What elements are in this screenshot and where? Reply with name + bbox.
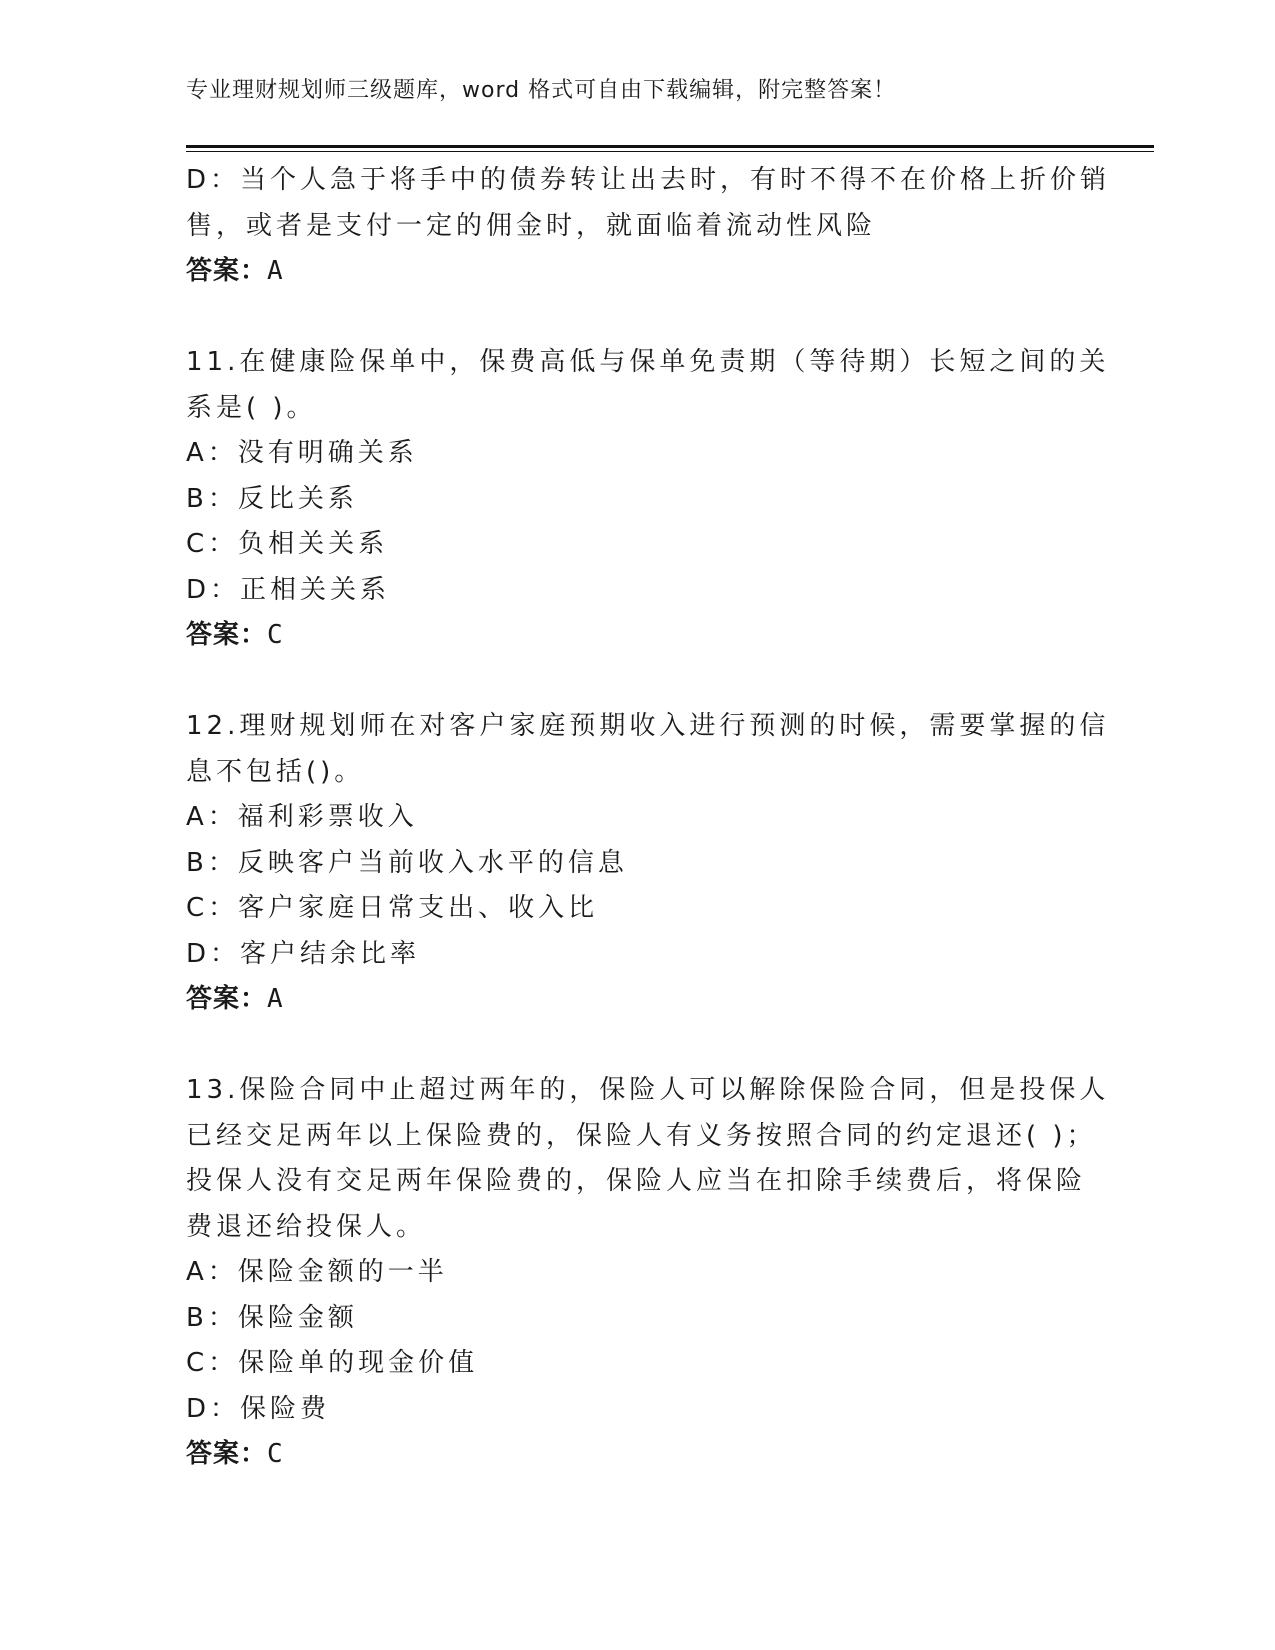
question-stem-line: 费退还给投保人。 — [186, 1211, 427, 1242]
answer-line — [186, 1432, 1086, 1478]
document-body — [186, 158, 1111, 1478]
option-a: A：没有明确关系 — [186, 438, 418, 468]
answer-label: 答案： — [186, 620, 268, 650]
spacer — [186, 295, 1086, 341]
answer-line — [186, 613, 1086, 659]
page-header: 专业理财规划师三级题库，word 格式可自由下载编辑，附完整答案！ — [186, 78, 897, 103]
option-d-line: D：当个人急于将手中的债券转让出去时，有时不得不在价格上折价销 — [186, 165, 1111, 195]
question-stem-line: 12.理财规划师在对客户家庭预期收入进行预测的时候，需要掌握的信 — [186, 711, 1110, 741]
option-a: A：福利彩票收入 — [186, 802, 418, 832]
header-rule-thick — [186, 145, 1154, 148]
answer-label: 答案： — [186, 1439, 268, 1469]
option-c: C：保险单的现金价值 — [186, 1348, 479, 1378]
question-stem-line: 息不包括()。 — [186, 756, 365, 787]
option-d: D：客户结余比率 — [186, 938, 421, 969]
question-stem-line: 已经交足两年以上保险费的，保险人有义务按照合同的约定退还( )； — [186, 1120, 1097, 1151]
option-a: A：保险金额的一半 — [186, 1257, 448, 1287]
option-c: C：负相关关系 — [186, 529, 389, 559]
question-stem-line: 13.保险合同中止超过两年的，保险人可以解除保险合同，但是投保人 — [186, 1075, 1110, 1105]
option-c: C：客户家庭日常支出、收入比 — [186, 893, 599, 923]
question-stem-line: 投保人没有交足两年保险费的，保险人应当在扣除手续费后，将保险 — [186, 1166, 1087, 1196]
question-stem-line: 11.在健康险保单中，保费高低与保单免责期（等待期）长短之间的关 — [186, 347, 1110, 377]
answer-line — [186, 977, 1086, 1023]
option-d-line: 售，或者是支付一定的佣金时，就面临着流动性风险 — [186, 210, 877, 241]
carryover-block — [186, 158, 1111, 295]
answer-line — [186, 249, 1086, 295]
answer-value: A — [267, 984, 284, 1014]
option-b: B：反比关系 — [186, 483, 358, 514]
question-block — [186, 340, 1110, 659]
option-d: D：正相关关系 — [186, 574, 391, 605]
answer-label: 答案： — [186, 256, 268, 286]
option-b: B：保险金额 — [186, 1302, 358, 1333]
header-rule-thin — [186, 151, 1154, 152]
answer-label: 答案： — [186, 984, 268, 1014]
answer-value: C — [267, 620, 284, 650]
question-stem-line: 系是( )。 — [186, 392, 317, 423]
spacer — [186, 1023, 1086, 1069]
answer-value: A — [267, 256, 284, 286]
question-block — [186, 704, 1110, 1023]
answer-value: C — [267, 1439, 284, 1469]
option-d: D：保险费 — [186, 1393, 331, 1424]
question-block — [186, 1068, 1110, 1478]
option-b: B：反映客户当前收入水平的信息 — [186, 847, 628, 878]
spacer — [186, 659, 1086, 705]
